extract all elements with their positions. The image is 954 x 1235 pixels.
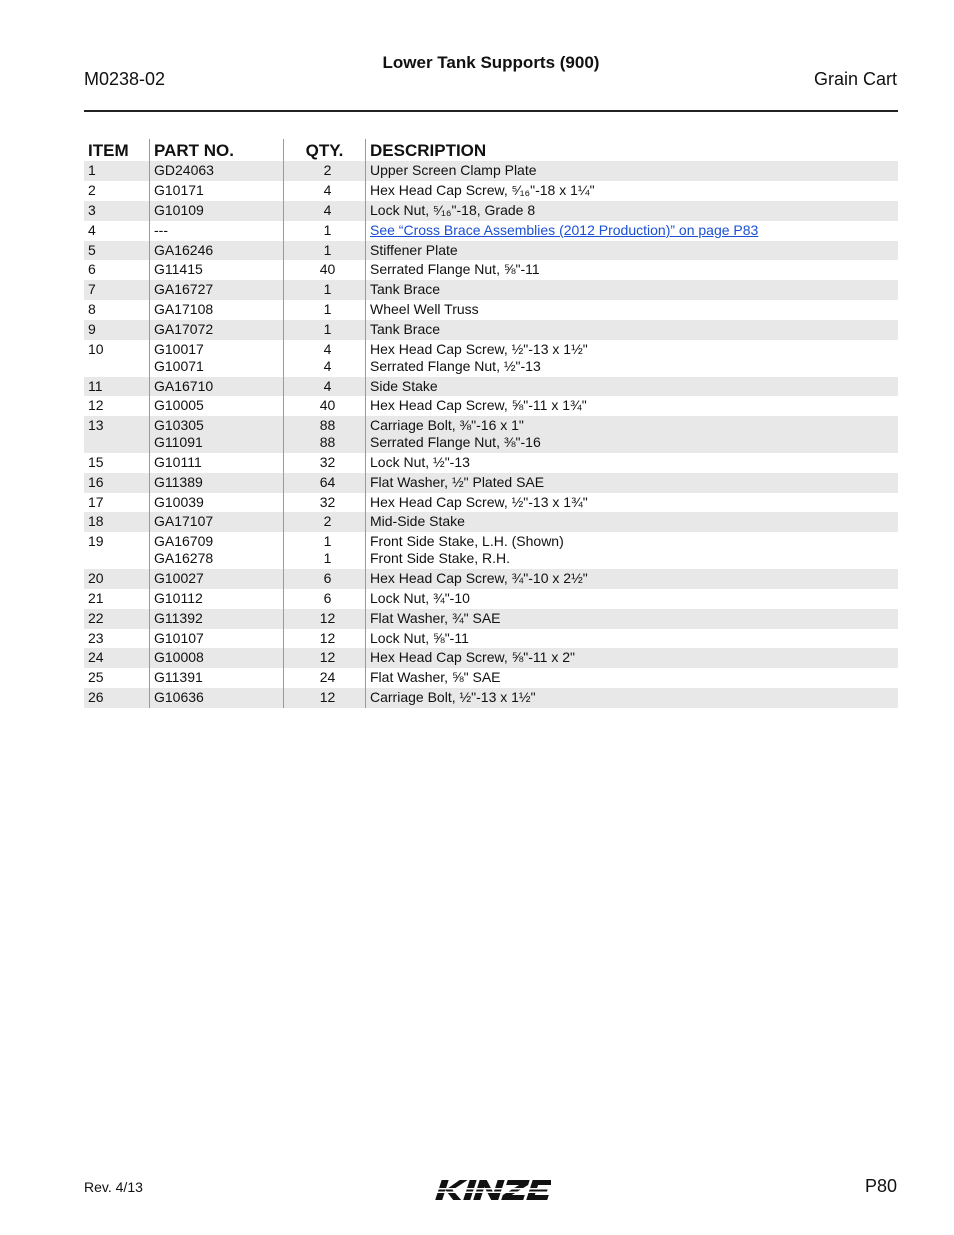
item-number: 6	[88, 261, 96, 278]
part-description: Stiffener Plate	[370, 241, 458, 258]
item-number: 22	[84, 609, 150, 629]
quantity-cell	[284, 532, 366, 569]
part-number-cell	[150, 300, 284, 320]
description-cell	[366, 241, 899, 261]
description-cell	[366, 569, 899, 589]
table-row	[84, 161, 898, 181]
part-number: G10305	[154, 417, 204, 434]
item-number: 11	[84, 377, 150, 397]
quantity-cell	[284, 161, 366, 181]
quantity-cell	[284, 260, 366, 280]
part-number-cell	[150, 221, 284, 241]
quantity-cell	[284, 589, 366, 609]
part-description: Lock Nut, ⁵⁄₁₆"-18, Grade 8	[370, 201, 536, 218]
table-row	[84, 629, 898, 649]
quantity: 2	[323, 162, 332, 178]
part-description: Hex Head Cap Screw, ½"-13 x 1¾"	[370, 493, 588, 510]
quantity: 64	[319, 473, 336, 490]
description-cell	[366, 280, 899, 300]
description-cell	[366, 629, 899, 649]
part-number-cell	[150, 416, 284, 453]
table-row	[84, 648, 898, 668]
quantity: 12	[319, 609, 336, 626]
item-number: 21	[88, 589, 104, 606]
table-row	[84, 569, 898, 589]
quantity: 2	[323, 513, 332, 530]
quantity-cell	[284, 221, 366, 241]
table-row	[84, 688, 898, 708]
quantity-cell	[284, 300, 366, 320]
part-description: Hex Head Cap Screw, ¾"-10 x 2½"	[370, 569, 588, 586]
description-cell	[366, 668, 899, 688]
part-description: Hex Head Cap Screw, ⁵⁄₁₆"-18 x 1¼"	[370, 181, 595, 198]
part-number-cell	[150, 377, 284, 397]
quantity-cell	[284, 416, 366, 453]
part-number: G10017	[154, 341, 204, 358]
part-number-cell	[150, 648, 284, 668]
description-cell	[366, 493, 899, 513]
part-description: Lock Nut, ¾"-10	[370, 589, 470, 606]
quantity: 1	[323, 241, 332, 258]
part-description: Wheel Well Truss	[370, 301, 479, 318]
part-description: Serrated Flange Nut, ⅝"-11	[370, 261, 540, 278]
part-description: Side Stake	[370, 377, 438, 394]
part-number: G10109	[154, 201, 204, 218]
quantity: 88	[319, 417, 336, 434]
part-number-cell	[150, 280, 284, 300]
part-number: GA16246	[154, 241, 214, 258]
description-cell	[366, 300, 899, 320]
description-cell	[366, 181, 899, 201]
part-number-cell	[150, 532, 284, 569]
kinze-logo	[433, 1176, 551, 1204]
table-row	[84, 221, 898, 241]
item-number: 24	[84, 648, 150, 668]
table-row	[84, 201, 898, 221]
quantity-cell	[284, 668, 366, 688]
part-description: Front Side Stake, R.H.	[370, 549, 511, 566]
quantity: 4	[323, 201, 332, 218]
quantity-cell	[284, 512, 366, 532]
part-number: GA16278	[154, 549, 214, 566]
part-number: G10071	[154, 357, 204, 374]
item-number: 3	[84, 201, 150, 221]
part-number-cell	[150, 473, 284, 493]
quantity: 40	[319, 397, 336, 414]
description-cell	[366, 648, 899, 668]
quantity: 1	[323, 549, 332, 566]
part-description: Tank Brace	[370, 321, 441, 338]
item-number: 23	[88, 629, 104, 646]
item-number: 9	[84, 320, 150, 340]
quantity: 6	[323, 569, 332, 586]
quantity: 12	[319, 689, 336, 706]
quantity: 12	[319, 649, 336, 666]
part-number: G11389	[154, 473, 203, 490]
item-number: 18	[84, 512, 150, 532]
description-cell	[366, 512, 899, 532]
part-number-cell	[150, 668, 284, 688]
part-number-cell	[150, 340, 284, 377]
item-number: 2	[88, 181, 96, 198]
quantity: 4	[323, 341, 332, 358]
part-number-cell	[150, 629, 284, 649]
description-cell	[366, 473, 899, 493]
part-number: G10039	[154, 493, 204, 510]
column-header-item: ITEM	[88, 141, 129, 160]
table-row	[84, 181, 898, 201]
quantity: 1	[323, 301, 332, 318]
quantity: 1	[323, 321, 332, 338]
item-number: 15	[88, 453, 104, 470]
part-description: Tank Brace	[370, 281, 441, 298]
part-number-cell	[150, 512, 284, 532]
part-description: Front Side Stake, L.H. (Shown)	[370, 533, 564, 550]
quantity-cell	[284, 453, 366, 473]
description-cell	[366, 416, 899, 453]
column-header-qty: QTY.	[284, 139, 366, 161]
part-number: G11415	[154, 261, 203, 278]
quantity-cell	[284, 241, 366, 261]
product-name: Grain Cart	[813, 69, 897, 89]
quantity-cell	[284, 473, 366, 493]
table-row	[84, 241, 898, 261]
table-row	[84, 589, 898, 609]
part-number-cell	[150, 241, 284, 261]
item-number: 19	[88, 533, 104, 550]
table-row	[84, 493, 898, 513]
part-description: Hex Head Cap Screw, ⅝"-11 x 2"	[370, 649, 575, 666]
item-number: 13	[84, 416, 150, 453]
quantity-cell	[284, 181, 366, 201]
table-row	[84, 416, 898, 453]
item-number: 17	[88, 493, 104, 510]
part-number-cell	[150, 201, 284, 221]
table-row	[84, 377, 898, 397]
table-row	[84, 340, 898, 377]
part-number: G11391	[154, 669, 203, 686]
quantity-cell	[284, 609, 366, 629]
part-number: G10027	[154, 569, 204, 586]
item-number: 1	[84, 161, 150, 181]
part-number-cell	[150, 688, 284, 708]
part-number: G10111	[154, 453, 202, 470]
table-row	[84, 668, 898, 688]
description-cell	[366, 532, 899, 569]
cross-reference-link[interactable]: See “Cross Brace Assemblies (2012 Production)” on page P83	[370, 221, 759, 238]
description-cell	[366, 396, 899, 416]
part-number-cell	[150, 453, 284, 473]
part-description: Serrated Flange Nut, ½"-13	[370, 357, 541, 374]
quantity-cell	[284, 377, 366, 397]
quantity: 4	[323, 181, 332, 198]
part-number: G11091	[154, 433, 203, 450]
item-number: 10	[88, 341, 104, 358]
quantity: 4	[323, 377, 332, 394]
part-number: G10005	[154, 397, 204, 414]
table-row	[84, 473, 898, 493]
part-number: G11392	[154, 609, 203, 626]
table-row	[84, 300, 898, 320]
part-number: GA17072	[154, 321, 214, 338]
item-number: 7	[84, 280, 150, 300]
part-description: Mid-Side Stake	[370, 513, 465, 530]
quantity-cell	[284, 629, 366, 649]
part-number: GA17108	[154, 301, 214, 318]
part-number-cell	[150, 396, 284, 416]
column-header-part-no: PART NO.	[150, 139, 284, 161]
quantity-cell	[284, 320, 366, 340]
table-row	[84, 396, 898, 416]
quantity-cell	[284, 340, 366, 377]
part-description: Flat Washer, ½" Plated SAE	[370, 473, 545, 490]
parts-table	[84, 139, 898, 708]
part-description: Flat Washer, ⅝" SAE	[370, 669, 501, 686]
description-cell	[366, 377, 899, 397]
description-cell	[366, 688, 899, 708]
document-number: M0238-02	[84, 69, 166, 89]
part-description: Flat Washer, ¾" SAE	[370, 609, 501, 626]
part-number-cell	[150, 589, 284, 609]
description-cell	[366, 589, 899, 609]
part-description: Hex Head Cap Screw, ½"-13 x 1½"	[370, 341, 588, 358]
quantity-cell	[284, 493, 366, 513]
description-cell	[366, 161, 899, 181]
item-number: 26	[84, 688, 150, 708]
quantity-cell	[284, 569, 366, 589]
part-number: ---	[154, 221, 168, 238]
description-cell	[366, 609, 899, 629]
quantity: 40	[319, 261, 336, 278]
part-number: G10112	[154, 589, 203, 606]
description-cell	[366, 221, 899, 241]
quantity-cell	[284, 280, 366, 300]
part-number: GA16710	[154, 377, 214, 394]
part-number-cell	[150, 609, 284, 629]
part-description: Carriage Bolt, ½"-13 x 1½"	[370, 689, 536, 706]
item-number: 20	[84, 569, 150, 589]
part-number: G10171	[154, 181, 204, 198]
part-number-cell	[150, 181, 284, 201]
quantity: 12	[319, 629, 336, 646]
part-description: Lock Nut, ⅝"-11	[370, 629, 469, 646]
description-cell	[366, 260, 899, 280]
description-cell	[366, 201, 899, 221]
description-cell	[366, 340, 899, 377]
parts-table-body	[84, 161, 898, 708]
part-number: GA16727	[154, 281, 214, 298]
part-number-cell	[150, 493, 284, 513]
revision-label: Rev. 4/13	[84, 1179, 143, 1195]
quantity: 32	[319, 453, 336, 470]
description-cell	[366, 453, 899, 473]
table-row	[84, 609, 898, 629]
page-number: P80	[864, 1176, 897, 1196]
quantity-cell	[284, 648, 366, 668]
table-row	[84, 260, 898, 280]
part-description: Lock Nut, ½"-13	[370, 453, 470, 470]
quantity-cell	[284, 396, 366, 416]
part-number-cell	[150, 260, 284, 280]
quantity: 6	[323, 589, 332, 606]
table-row	[84, 532, 898, 569]
table-row	[84, 280, 898, 300]
part-number-cell	[150, 569, 284, 589]
quantity: 88	[319, 433, 336, 450]
table-row	[84, 453, 898, 473]
item-number: 12	[88, 397, 104, 414]
description-cell	[366, 320, 899, 340]
quantity: 24	[319, 669, 336, 686]
quantity: 1	[323, 533, 332, 550]
part-description: Carriage Bolt, ⅜"-16 x 1"	[370, 417, 524, 434]
table-row	[84, 320, 898, 340]
item-number: 5	[84, 241, 150, 261]
table-row	[84, 512, 898, 532]
table-header-row	[84, 139, 898, 161]
part-number: GA17107	[154, 513, 214, 530]
quantity: 32	[319, 493, 336, 510]
quantity: 4	[323, 357, 332, 374]
part-number: G10008	[154, 649, 204, 666]
item-number: 25	[88, 669, 104, 686]
page-title: Lower Tank Supports (900)	[382, 53, 600, 72]
part-description: Hex Head Cap Screw, ⅝"-11 x 1¾"	[370, 397, 587, 414]
part-description: Upper Screen Clamp Plate	[370, 162, 537, 178]
header-divider	[84, 110, 898, 112]
quantity-cell	[284, 201, 366, 221]
part-number: G10636	[154, 689, 204, 706]
item-number: 4	[88, 221, 96, 238]
part-description: Serrated Flange Nut, ⅜"-16	[370, 433, 541, 450]
quantity: 1	[323, 281, 332, 298]
part-number-cell	[150, 161, 284, 181]
item-number: 8	[88, 301, 96, 318]
column-header-description: DESCRIPTION	[366, 139, 899, 161]
quantity-cell	[284, 688, 366, 708]
part-number-cell	[150, 320, 284, 340]
part-number: GD24063	[154, 162, 214, 178]
part-number: G10107	[154, 629, 204, 646]
item-number: 16	[84, 473, 150, 493]
quantity: 1	[323, 221, 332, 238]
part-number: GA16709	[154, 533, 214, 550]
